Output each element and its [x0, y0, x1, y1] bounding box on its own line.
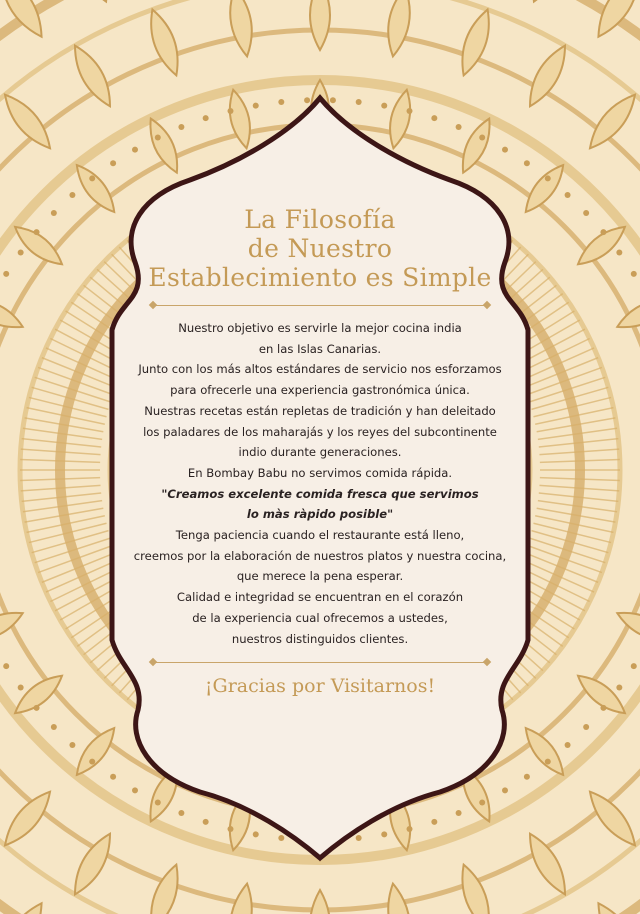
body-line: Junto con los más altos estándares de servicio nos esforzamos — [138, 362, 502, 377]
closing-line: nuestros distinguidos clientes. — [231, 631, 409, 646]
body-line: indio durante generaciones. — [238, 445, 402, 460]
closing-line: creemos por la elaboración de nuestros platos y nuestra cocina, — [133, 548, 507, 563]
ornament-divider — [153, 300, 487, 310]
page-title — [115, 205, 525, 292]
thanks-message: ¡Gracias por Visitarnos! — [204, 675, 436, 698]
closing-line: Calidad e integridad se encuentran en el corazón — [176, 590, 464, 605]
closing-line: Tenga paciencia cuando el restaurante está lleno, — [175, 528, 465, 543]
body-line: los paladares de los maharajás y los reyes del subcontinente — [143, 424, 497, 439]
closing-line: que merece la pena esperar. — [236, 569, 404, 584]
body-line: para ofrecerle una experiencia gastronómica única. — [170, 383, 470, 398]
body-line: Nuestras recetas están repletas de tradición y han deleitado — [144, 403, 496, 418]
title-line: Establecimiento es Simple — [148, 263, 492, 292]
ornament-divider — [153, 657, 487, 667]
philosophy-content — [115, 205, 525, 697]
body-line: En Bombay Babu no servimos comida rápida. — [187, 465, 453, 480]
title-line: La Filosofía — [244, 205, 396, 234]
quote-line: lo màs ràpido posible" — [246, 507, 394, 522]
body-line: Nuestro objetivo es servirle la mejor cocina india — [178, 321, 462, 335]
closing-line: de la experiencia cual ofrecemos a ustedes, — [192, 610, 448, 625]
title-line: de Nuestro — [247, 234, 393, 263]
body-line: en las Islas Canarias. — [258, 341, 382, 356]
quote-line: "Creamos excelente comida fresca que servimos — [161, 486, 479, 501]
philosophy-text — [115, 318, 525, 649]
